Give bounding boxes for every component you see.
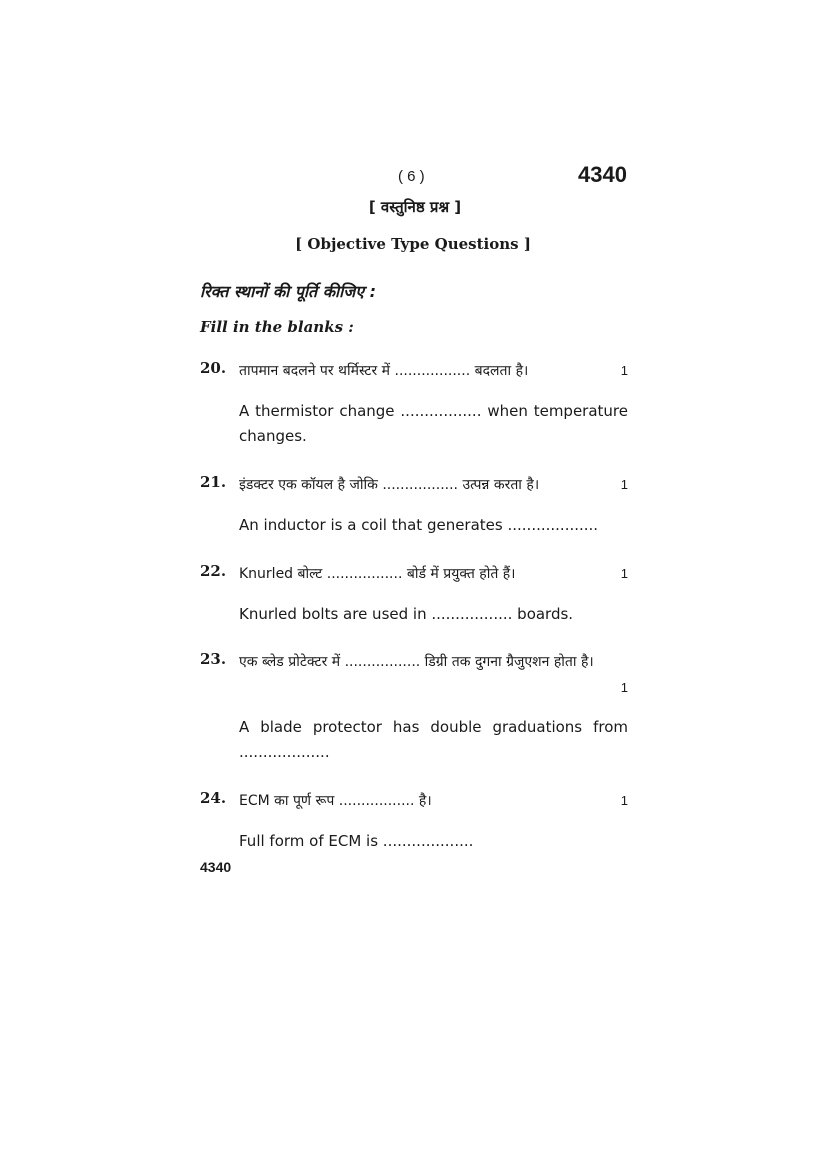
question-number: 20. bbox=[200, 359, 227, 377]
question-23 bbox=[200, 650, 628, 700]
question-text-english: A thermistor change ................. when temperature changes. bbox=[239, 402, 628, 445]
question-text-hindi: Knurled बोल्ट ................. बोर्ड में प्रयुक्त होते हैं। bbox=[239, 566, 516, 582]
instruction-hindi: रिक्त स्थानों की पूर्ति कीजिए : bbox=[200, 282, 377, 301]
question-text-english: An inductor is a coil that generates ................... bbox=[239, 516, 599, 534]
question-20 bbox=[200, 359, 628, 385]
question-marks: 1 bbox=[620, 477, 628, 492]
question-text-english: A blade protector has double graduations from ................... bbox=[239, 718, 628, 761]
page-number: ( 6 ) bbox=[398, 168, 425, 185]
section-title-hindi: [ वस्तुनिष्ठ प्रश्न ] bbox=[368, 198, 462, 216]
paper-code-header: 4340 bbox=[578, 162, 627, 187]
instruction-english: Fill in the blanks : bbox=[200, 318, 354, 336]
question-text-english: Knurled bolts are used in ................. boards. bbox=[239, 605, 574, 623]
question-22 bbox=[200, 562, 628, 588]
paper-code-footer: 4340 bbox=[200, 859, 232, 875]
question-text-hindi: एक ब्लेड प्रोटेक्टर में ................. डिग्री तक दुगना ग्रैजुएशन होता है। bbox=[239, 654, 594, 670]
question-text-hindi: ECM का पूर्ण रूप ................. है। bbox=[239, 793, 432, 809]
section-title-english: [ Objective Type Questions ] bbox=[295, 235, 531, 253]
question-marks: 1 bbox=[620, 793, 628, 808]
question-text-hindi: इंडक्टर एक कॉयल है जोकि ................. उत्पन्न करता है। bbox=[239, 477, 540, 493]
question-marks: 1 bbox=[620, 363, 628, 378]
question-marks: 1 bbox=[620, 566, 628, 581]
question-number: 24. bbox=[200, 789, 227, 807]
question-marks: 1 bbox=[620, 680, 628, 695]
question-number: 21. bbox=[200, 473, 227, 491]
question-number: 23. bbox=[200, 650, 227, 668]
question-text-hindi: तापमान बदलने पर थर्मिस्टर में ................. बदलता है। bbox=[239, 363, 529, 379]
question-24 bbox=[200, 789, 628, 815]
question-text-english: Full form of ECM is ................... bbox=[239, 832, 474, 850]
question-number: 22. bbox=[200, 562, 227, 580]
question-21 bbox=[200, 473, 628, 499]
